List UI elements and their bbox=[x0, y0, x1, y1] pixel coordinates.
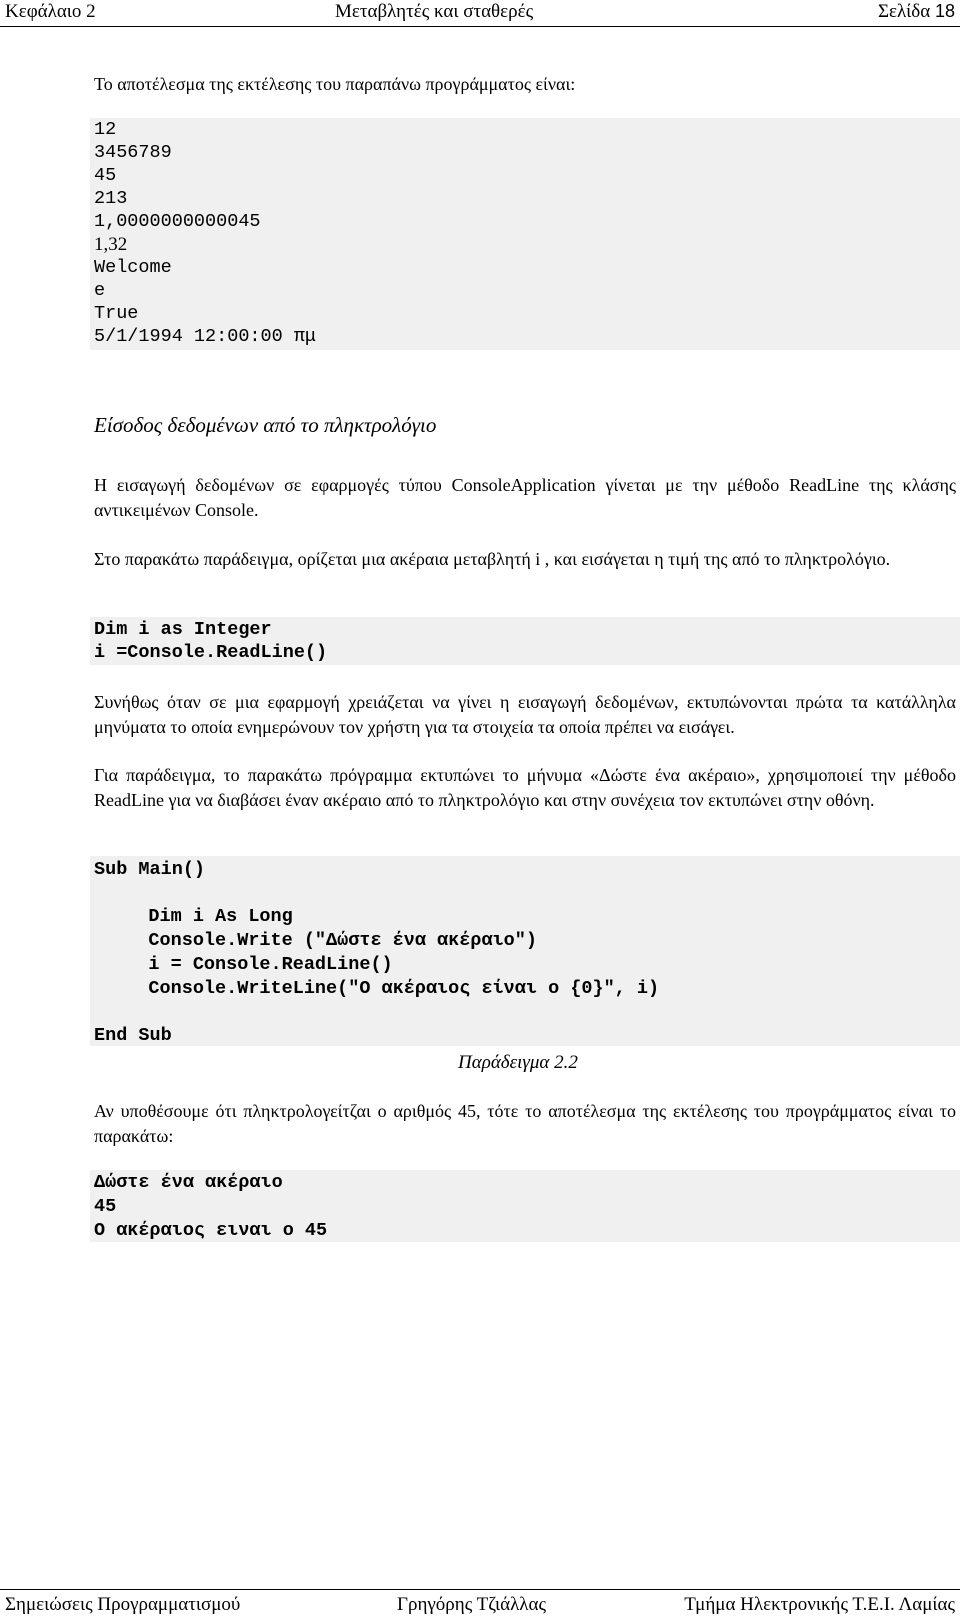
output-line: True bbox=[94, 303, 139, 324]
paragraph-example-intro: Στο παρακάτω παράδειγμα, ορίζεται μια ακέραια μεταβλητή i , και εισάγεται η τιμή της από το πληκτρολόγιο. bbox=[94, 549, 891, 569]
header-chapter: Κεφάλαιο 2 bbox=[5, 1, 96, 22]
output-line: Welcome bbox=[94, 257, 172, 278]
header-title: Μεταβλητές και σταθερές bbox=[335, 1, 534, 22]
output-line: 213 bbox=[94, 188, 128, 209]
intro-paragraph: Το αποτέλεσμα της εκτέλεσης του παραπάνω προγράμματος είναι: bbox=[94, 74, 576, 94]
code-block-2 bbox=[90, 856, 960, 1046]
code-line: Console.WriteLine("Ο ακέραιος είναι ο {0}", i) bbox=[104, 978, 660, 999]
output-line: 3456789 bbox=[94, 142, 172, 163]
example-caption: Παράδειγμα 2.2 bbox=[458, 1052, 578, 1073]
section-heading: Είσοδος δεδομένων από το πληκτρολόγιο bbox=[94, 413, 437, 437]
footer-left: Σημειώσεις Προγραμματισμού bbox=[5, 1594, 241, 1615]
output-line: Ο ακέραιος ειναι ο 45 bbox=[94, 1220, 328, 1241]
code-line: Sub Main() bbox=[94, 859, 206, 880]
footer-right: Τμήμα Ηλεκτρονικής Τ.Ε.Ι. Λαμίας bbox=[684, 1594, 955, 1615]
output-line: 5/1/1994 12:00:00 πμ bbox=[94, 326, 317, 347]
code-line: Dim i as Integer bbox=[94, 619, 272, 640]
output-line: 45 bbox=[94, 1196, 117, 1217]
header-page bbox=[878, 1, 955, 23]
footer-author: Γρηγόρης Τζιάλλας bbox=[397, 1594, 546, 1615]
header-page-label: Σελίδα bbox=[877, 1, 931, 22]
output-line: 45 bbox=[94, 165, 117, 186]
paragraph-example-2: Για παράδειγμα, το παρακάτω πρόγραμμα εκτυπώνει το μήνυμα «Δώστε ένα ακέραιο», χρησιμοποιεί την μέθοδο ReadLine για να διαβάσει έναν ακέραιο από το πληκτρολόγιο και στην συνέχεια τον εκτυπώνει στην οθόνη. bbox=[94, 765, 956, 810]
output-block-2 bbox=[90, 1170, 960, 1242]
output-block-1 bbox=[90, 118, 960, 350]
page-header bbox=[0, 0, 960, 27]
code-line: Console.Write ("Δώστε ένα ακέραιο") bbox=[104, 930, 537, 951]
output-line: 12 bbox=[94, 119, 117, 140]
output-line: Δώστε ένα ακέραιο bbox=[94, 1172, 283, 1193]
code-line: i = Console.ReadLine() bbox=[104, 954, 393, 975]
paragraph-readline-intro: Η εισαγωγή δεδομένων σε εφαρμογές τύπου ConsoleApplication γίνεται με την μέθοδο ReadLine της κλάσης αντικειμένων Console. bbox=[94, 475, 956, 520]
code-line: i =Console.ReadLine() bbox=[94, 642, 328, 663]
code-line: End Sub bbox=[94, 1025, 172, 1046]
paragraph-messages: Συνήθως όταν σε μια εφαρμογή χρειάζεται να γίνει η εισαγωγή δεδομένων, εκτυπώνονται πρώτα τα κατάλληλα μηνύματα το οποία ενημερώνουν τον χρήστη για τα στοιχεία τα οποία πρέπει να εισάγει. bbox=[94, 692, 956, 737]
output-line: 1,0000000000045 bbox=[94, 211, 261, 232]
paragraph-result: Αν υποθέσουμε ότι πληκτρολογείτζαι ο αριθμός 45, τότε το αποτέλεσμα της εκτέλεσης του προγράμματος είναι το παρακάτω: bbox=[94, 1101, 956, 1146]
output-line: e bbox=[94, 280, 106, 301]
header-page-number: 18 bbox=[934, 1, 955, 21]
output-line: 1,32 bbox=[94, 234, 128, 255]
code-block-1 bbox=[90, 617, 960, 665]
page-footer bbox=[0, 1589, 960, 1618]
code-line: Dim i As Long bbox=[104, 906, 293, 927]
